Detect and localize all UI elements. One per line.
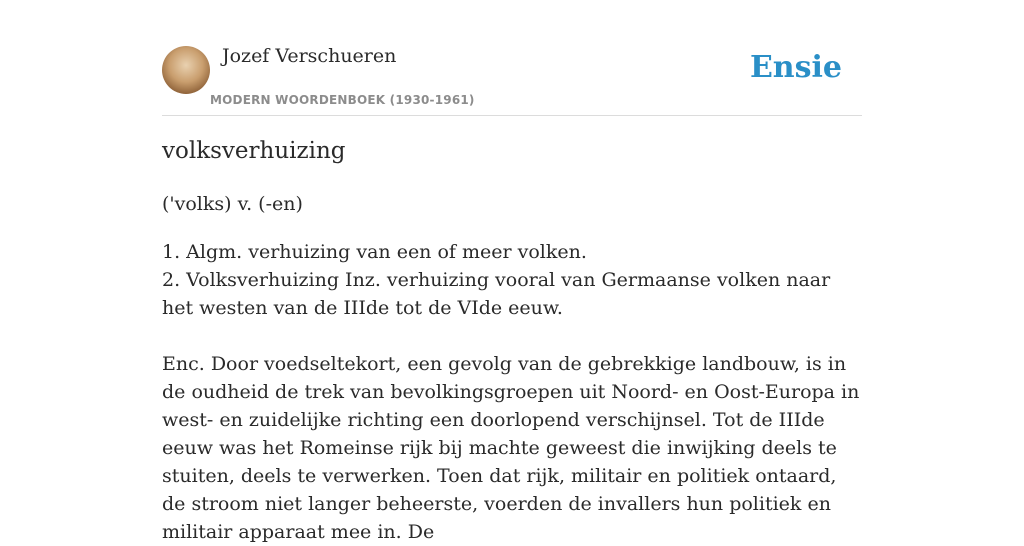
definition-1: 1. Algm. verhuizing van een of meer volken. [162, 241, 587, 263]
author-name[interactable]: Jozef Verschueren [222, 45, 397, 67]
header [162, 0, 862, 116]
page [162, 0, 862, 543]
encyclopedic-text: Enc. Door voedseltekort, een gevolg van de gebrekkige landbouw, is in de oudheid de trek van bevolkingsgroepen uit Noord- en Oost-Europa in west- en zuidelijke richting een doorlopend verschijnsel. Tot de IIIde eeuw was het Romeinse rijk bij machte geweest die inwijking deels te stuiten, deels te verwerken. Toen dat rijk, militair en politiek ontaard, de stroom niet langer beheerste, voerden de invallers hun politiek en militair apparaat mee in. De [162, 353, 860, 543]
entry-grammar: ('volks) v. (-en) [162, 193, 303, 215]
entry-title: volksverhuizing [162, 138, 346, 164]
entry-body [162, 238, 862, 546]
avatar[interactable] [162, 46, 210, 94]
ensie-logo[interactable]: Ensie [749, 50, 842, 85]
definition-2: 2. Volksverhuizing Inz. verhuizing vooral van Germaanse volken naar het westen van de IIIde tot de VIde eeuw. [162, 269, 831, 319]
source-label[interactable]: MODERN WOORDENBOEK (1930-1961) [210, 93, 475, 107]
